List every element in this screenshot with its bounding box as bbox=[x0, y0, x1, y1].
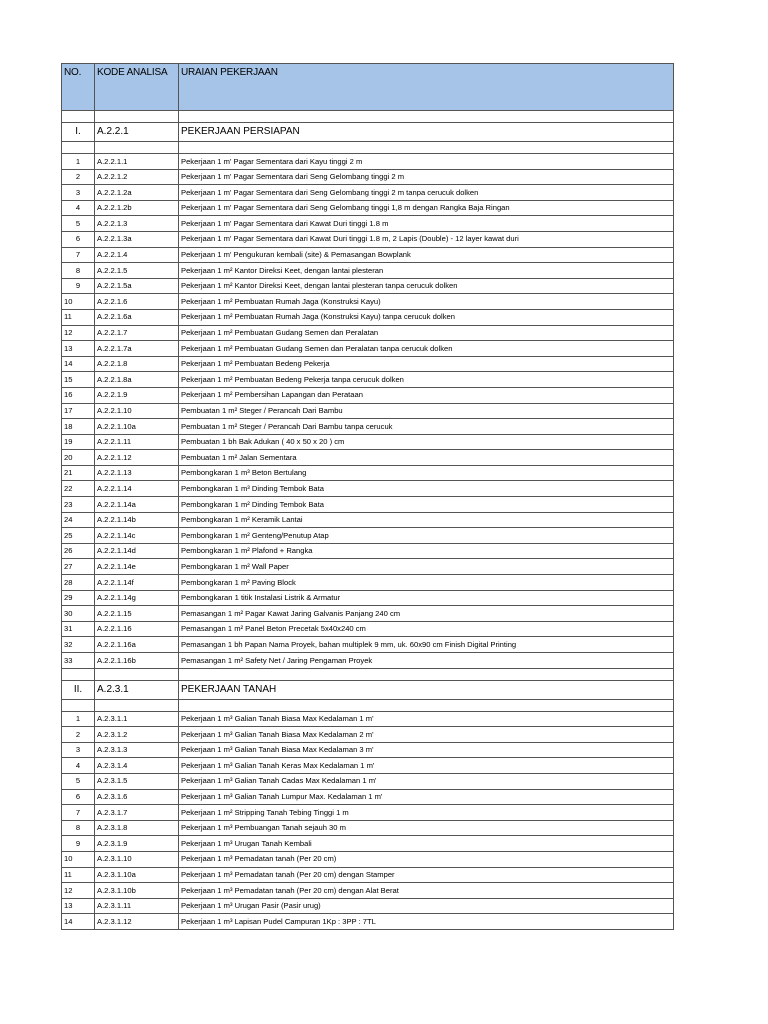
row-number[interactable]: 19 bbox=[62, 434, 95, 450]
table-row bbox=[62, 309, 674, 325]
spreadsheet bbox=[61, 63, 673, 930]
table-row bbox=[62, 898, 674, 914]
row-number[interactable]: 6 bbox=[62, 231, 95, 247]
row-number[interactable]: 15 bbox=[62, 372, 95, 388]
row-number[interactable]: 14 bbox=[62, 914, 95, 930]
table-row bbox=[62, 851, 674, 867]
row-description[interactable]: Pembuatan 1 m² Steger / Perancah Dari Bambu tanpa cerucuk bbox=[179, 419, 674, 435]
row-description[interactable]: Pekerjaan 1 m³ Pemadatan tanah (Per 20 cm) bbox=[179, 851, 674, 867]
empty-cell[interactable] bbox=[179, 142, 674, 154]
table-row bbox=[62, 773, 674, 789]
row-code[interactable]: A.2.2.1.14a bbox=[95, 497, 179, 513]
table-row bbox=[62, 528, 674, 544]
table-row bbox=[62, 590, 674, 606]
table-row bbox=[62, 836, 674, 852]
row-description[interactable]: Pekerjaan 1 m² Pembuatan Rumah Jaga (Konstruksi Kayu) bbox=[179, 294, 674, 310]
row-code[interactable]: A.2.2.1.3 bbox=[95, 216, 179, 232]
row-code[interactable]: A.2.2.1.16a bbox=[95, 637, 179, 653]
row-number[interactable]: 3 bbox=[62, 185, 95, 201]
empty-cell[interactable] bbox=[95, 142, 179, 154]
row-description[interactable]: Pekerjaan 1 m' Pagar Sementara dari Seng Gelombang tinggi 1,8 m dengan Rangka Baja Ringan bbox=[179, 200, 674, 216]
header-uraian[interactable]: URAIAN PEKERJAAN bbox=[179, 64, 674, 111]
table-row bbox=[62, 216, 674, 232]
row-code[interactable]: A.2.2.1.5 bbox=[95, 263, 179, 279]
table-row bbox=[62, 637, 674, 653]
table-row bbox=[62, 758, 674, 774]
row-description[interactable]: Pemasangan 1 bh Papan Nama Proyek, bahan multiplek 9 mm, uk. 60x90 cm Finish Digital Printing bbox=[179, 637, 674, 653]
row-code[interactable]: A.2.2.1.4 bbox=[95, 247, 179, 263]
table-row bbox=[62, 419, 674, 435]
table-row bbox=[62, 294, 674, 310]
table-row bbox=[62, 512, 674, 528]
row-description[interactable]: Pekerjaan 1 m² Kantor Direksi Keet, dengan lantai plesteran tanpa cerucuk dolken bbox=[179, 278, 674, 294]
row-description[interactable]: Pekerjaan 1 m' Pagar Sementara dari Seng Gelombang tinggi 2 m tanpa cerucuk dolken bbox=[179, 185, 674, 201]
empty-cell[interactable] bbox=[179, 111, 674, 123]
row-code[interactable]: A.2.3.1.2 bbox=[95, 727, 179, 743]
row-description[interactable]: Pekerjaan 1 m² Pembuatan Gudang Semen dan Peralatan bbox=[179, 325, 674, 341]
row-number[interactable]: 7 bbox=[62, 805, 95, 821]
table-row bbox=[62, 325, 674, 341]
blank-row bbox=[62, 668, 674, 680]
row-description[interactable]: Pekerjaan 1 m' Pagar Sementara dari Kayu tinggi 2 m bbox=[179, 154, 674, 170]
row-description[interactable]: Pekerjaan 1 m³ Galian Tanah Biasa Max Kedalaman 1 m' bbox=[179, 711, 674, 727]
row-code[interactable]: A.2.2.1.8 bbox=[95, 356, 179, 372]
row-description[interactable]: Pekerjaan 1 m³ Urugan Pasir (Pasir urug) bbox=[179, 898, 674, 914]
row-number[interactable]: 31 bbox=[62, 621, 95, 637]
row-code[interactable]: A.2.2.1.14 bbox=[95, 481, 179, 497]
row-code[interactable]: A.2.2.1.3a bbox=[95, 231, 179, 247]
row-number[interactable]: 13 bbox=[62, 898, 95, 914]
row-number[interactable]: 11 bbox=[62, 309, 95, 325]
row-code[interactable]: A.2.2.1.15 bbox=[95, 606, 179, 622]
table-row bbox=[62, 727, 674, 743]
row-description[interactable]: Pekerjaan 1 m² Stripping Tanah Tebing Tinggi 1 m bbox=[179, 805, 674, 821]
row-description[interactable]: Pekerjaan 1 m' Pagar Sementara dari Kawat Duri tinggi 1.8 m bbox=[179, 216, 674, 232]
row-description[interactable]: Pekerjaan 1 m³ Galian Tanah Lumpur Max. Kedalaman 1 m' bbox=[179, 789, 674, 805]
table-row bbox=[62, 387, 674, 403]
header-kode[interactable]: KODE ANALISA bbox=[95, 64, 179, 111]
row-description[interactable]: Pekerjaan 1 m² Kantor Direksi Keet, dengan lantai plesteran bbox=[179, 263, 674, 279]
row-code[interactable]: A.2.2.1.5a bbox=[95, 278, 179, 294]
row-code[interactable]: A.2.3.1.8 bbox=[95, 820, 179, 836]
table-row bbox=[62, 789, 674, 805]
section-row bbox=[62, 123, 674, 142]
row-code[interactable]: A.2.3.1.10a bbox=[95, 867, 179, 883]
row-code[interactable]: A.2.2.1.6 bbox=[95, 294, 179, 310]
row-code[interactable]: A.2.3.1.3 bbox=[95, 742, 179, 758]
empty-cell[interactable] bbox=[179, 699, 674, 711]
row-code[interactable]: A.2.3.1.6 bbox=[95, 789, 179, 805]
table-row bbox=[62, 559, 674, 575]
row-code[interactable]: A.2.3.1.9 bbox=[95, 836, 179, 852]
table-row bbox=[62, 653, 674, 669]
row-code[interactable]: A.2.3.1.11 bbox=[95, 898, 179, 914]
table-row bbox=[62, 575, 674, 591]
row-number[interactable]: 13 bbox=[62, 341, 95, 357]
empty-cell[interactable] bbox=[62, 111, 95, 123]
section-number[interactable]: II. bbox=[62, 680, 95, 699]
table-row bbox=[62, 742, 674, 758]
row-number[interactable]: 23 bbox=[62, 497, 95, 513]
row-number[interactable]: 10 bbox=[62, 294, 95, 310]
row-code[interactable]: A.2.3.1.10 bbox=[95, 851, 179, 867]
section-title[interactable]: PEKERJAAN TANAH bbox=[179, 680, 674, 699]
row-code[interactable]: A.2.3.1.10b bbox=[95, 883, 179, 899]
table-row bbox=[62, 403, 674, 419]
row-description[interactable]: Pemasangan 1 m² Panel Beton Precetak 5x40x240 cm bbox=[179, 621, 674, 637]
row-description[interactable]: Pekerjaan 1 m' Pagar Sementara dari Kawat Duri tinggi 1.8 m, 2 Lapis (Double) - 12 layer kawat duri bbox=[179, 231, 674, 247]
row-number[interactable]: 7 bbox=[62, 247, 95, 263]
row-number[interactable]: 26 bbox=[62, 543, 95, 559]
row-description[interactable]: Pembongkaran 1 m² Wall Paper bbox=[179, 559, 674, 575]
table-row bbox=[62, 169, 674, 185]
header-row bbox=[62, 64, 674, 111]
row-code[interactable]: A.2.2.1.2 bbox=[95, 169, 179, 185]
blank-row bbox=[62, 142, 674, 154]
row-number[interactable]: 10 bbox=[62, 851, 95, 867]
table-row bbox=[62, 481, 674, 497]
row-code[interactable]: A.2.2.1.8a bbox=[95, 372, 179, 388]
row-number[interactable]: 25 bbox=[62, 528, 95, 544]
row-number[interactable]: 27 bbox=[62, 559, 95, 575]
row-number[interactable]: 8 bbox=[62, 820, 95, 836]
row-code[interactable]: A.2.2.1.9 bbox=[95, 387, 179, 403]
row-code[interactable]: A.2.2.1.7 bbox=[95, 325, 179, 341]
row-number[interactable]: 1 bbox=[62, 154, 95, 170]
table-row bbox=[62, 154, 674, 170]
row-number[interactable]: 32 bbox=[62, 637, 95, 653]
empty-cell[interactable] bbox=[62, 699, 95, 711]
row-number[interactable]: 22 bbox=[62, 481, 95, 497]
section-code[interactable]: A.2.2.1 bbox=[95, 123, 179, 142]
table-row bbox=[62, 606, 674, 622]
row-description[interactable]: Pembuatan 1 m² Steger / Perancah Dari Bambu bbox=[179, 403, 674, 419]
row-code[interactable]: A.2.2.1.2b bbox=[95, 200, 179, 216]
table-row bbox=[62, 372, 674, 388]
row-number[interactable]: 33 bbox=[62, 653, 95, 669]
row-code[interactable]: A.2.2.1.14d bbox=[95, 543, 179, 559]
row-number[interactable]: 5 bbox=[62, 773, 95, 789]
row-code[interactable]: A.2.3.1.12 bbox=[95, 914, 179, 930]
row-number[interactable]: 20 bbox=[62, 450, 95, 466]
row-code[interactable]: A.2.3.1.1 bbox=[95, 711, 179, 727]
empty-cell[interactable] bbox=[62, 668, 95, 680]
row-number[interactable]: 9 bbox=[62, 278, 95, 294]
empty-cell[interactable] bbox=[179, 668, 674, 680]
table-row bbox=[62, 543, 674, 559]
table-row bbox=[62, 883, 674, 899]
section-row bbox=[62, 680, 674, 699]
row-code[interactable]: A.2.3.1.7 bbox=[95, 805, 179, 821]
table-row bbox=[62, 185, 674, 201]
table-row bbox=[62, 278, 674, 294]
table-row bbox=[62, 263, 674, 279]
row-description[interactable]: Pekerjaan 1 m³ Urugan Tanah Kembali bbox=[179, 836, 674, 852]
row-code[interactable]: A.2.3.1.5 bbox=[95, 773, 179, 789]
row-code[interactable]: A.2.2.1.11 bbox=[95, 434, 179, 450]
row-number[interactable]: 4 bbox=[62, 758, 95, 774]
table-row bbox=[62, 867, 674, 883]
table-row bbox=[62, 465, 674, 481]
row-description[interactable]: Pekerjaan 1 m³ Galian Tanah Cadas Max Kedalaman 1 m' bbox=[179, 773, 674, 789]
table-row bbox=[62, 805, 674, 821]
row-description[interactable]: Pembongkaran 1 m³ Dinding Tembok Bata bbox=[179, 481, 674, 497]
row-description[interactable]: Pembongkaran 1 m² Keramik Lantai bbox=[179, 512, 674, 528]
row-number[interactable]: 28 bbox=[62, 575, 95, 591]
row-description[interactable]: Pembuatan 1 bh Bak Adukan ( 40 x 50 x 20 ) cm bbox=[179, 434, 674, 450]
row-description[interactable]: Pekerjaan 1 m³ Galian Tanah Keras Max Kedalaman 1 m' bbox=[179, 758, 674, 774]
row-description[interactable]: Pekerjaan 1 m² Pembuatan Rumah Jaga (Konstruksi Kayu) tanpa cerucuk dolken bbox=[179, 309, 674, 325]
table-row bbox=[62, 247, 674, 263]
row-code[interactable]: A.2.2.1.1 bbox=[95, 154, 179, 170]
row-description[interactable]: Pembongkaran 1 m³ Beton Bertulang bbox=[179, 465, 674, 481]
row-description[interactable]: Pekerjaan 1 m' Pengukuran kembali (site) & Pemasangan Bowplank bbox=[179, 247, 674, 263]
row-number[interactable]: 11 bbox=[62, 867, 95, 883]
table-row bbox=[62, 231, 674, 247]
row-description[interactable]: Pekerjaan 1 m² Pembuatan Bedeng Pekerja bbox=[179, 356, 674, 372]
blank-row bbox=[62, 699, 674, 711]
row-number[interactable]: 24 bbox=[62, 512, 95, 528]
row-number[interactable]: 14 bbox=[62, 356, 95, 372]
row-number[interactable]: 4 bbox=[62, 200, 95, 216]
row-description[interactable]: Pekerjaan 1 m² Pembersihan Lapangan dan Perataan bbox=[179, 387, 674, 403]
row-code[interactable]: A.2.2.1.10 bbox=[95, 403, 179, 419]
row-number[interactable]: 5 bbox=[62, 216, 95, 232]
row-code[interactable]: A.2.3.1.4 bbox=[95, 758, 179, 774]
row-number[interactable]: 3 bbox=[62, 742, 95, 758]
row-code[interactable]: A.2.2.1.14f bbox=[95, 575, 179, 591]
row-number[interactable]: 16 bbox=[62, 387, 95, 403]
row-number[interactable]: 9 bbox=[62, 836, 95, 852]
row-number[interactable]: 8 bbox=[62, 263, 95, 279]
empty-cell[interactable] bbox=[95, 699, 179, 711]
row-code[interactable]: A.2.2.1.13 bbox=[95, 465, 179, 481]
row-number[interactable]: 18 bbox=[62, 419, 95, 435]
row-code[interactable]: A.2.2.1.14e bbox=[95, 559, 179, 575]
row-number[interactable]: 21 bbox=[62, 465, 95, 481]
section-title[interactable]: PEKERJAAN PERSIAPAN bbox=[179, 123, 674, 142]
row-number[interactable]: 12 bbox=[62, 325, 95, 341]
row-description[interactable]: Pembongkaran 1 m² Paving Block bbox=[179, 575, 674, 591]
table-row bbox=[62, 621, 674, 637]
row-code[interactable]: A.2.2.1.2a bbox=[95, 185, 179, 201]
row-code[interactable]: A.2.2.1.6a bbox=[95, 309, 179, 325]
table-row bbox=[62, 434, 674, 450]
row-description[interactable]: Pekerjaan 1 m³ Galian Tanah Biasa Max Kedalaman 3 m' bbox=[179, 742, 674, 758]
row-description[interactable]: Pemasangan 1 m² Safety Net / Jaring Pengaman Proyek bbox=[179, 653, 674, 669]
table-row bbox=[62, 497, 674, 513]
row-description[interactable]: Pekerjaan 1 m³ Pemadatan tanah (Per 20 cm) dengan Stamper bbox=[179, 867, 674, 883]
analysis-table bbox=[61, 63, 674, 930]
row-code[interactable]: A.2.2.1.14b bbox=[95, 512, 179, 528]
row-number[interactable]: 29 bbox=[62, 590, 95, 606]
row-number[interactable]: 30 bbox=[62, 606, 95, 622]
row-description[interactable]: Pekerjaan 1 m³ Pembuangan Tanah sejauh 30 m bbox=[179, 820, 674, 836]
row-description[interactable]: Pekerjaan 1 m' Pagar Sementara dari Seng Gelombang tinggi 2 m bbox=[179, 169, 674, 185]
row-description[interactable]: Pekerjaan 1 m³ Galian Tanah Biasa Max Kedalaman 2 m' bbox=[179, 727, 674, 743]
row-number[interactable]: 17 bbox=[62, 403, 95, 419]
blank-row bbox=[62, 111, 674, 123]
empty-cell[interactable] bbox=[95, 111, 179, 123]
row-code[interactable]: A.2.2.1.7a bbox=[95, 341, 179, 357]
row-description[interactable]: Pekerjaan 1 m² Pembuatan Gudang Semen dan Peralatan tanpa cerucuk dolken bbox=[179, 341, 674, 357]
table-row bbox=[62, 914, 674, 930]
table-body bbox=[62, 64, 674, 930]
row-code[interactable]: A.2.2.1.14g bbox=[95, 590, 179, 606]
row-description[interactable]: Pekerjaan 1 m³ Pemadatan tanah (Per 20 cm) dengan Alat Berat bbox=[179, 883, 674, 899]
table-row bbox=[62, 200, 674, 216]
table-row bbox=[62, 450, 674, 466]
row-code[interactable]: A.2.2.1.12 bbox=[95, 450, 179, 466]
row-number[interactable]: 12 bbox=[62, 883, 95, 899]
row-description[interactable]: Pembongkaran 1 m² Dinding Tembok Bata bbox=[179, 497, 674, 513]
row-code[interactable]: A.2.2.1.16b bbox=[95, 653, 179, 669]
row-code[interactable]: A.2.2.1.16 bbox=[95, 621, 179, 637]
row-number[interactable]: 1 bbox=[62, 711, 95, 727]
row-number[interactable]: 2 bbox=[62, 727, 95, 743]
table-row bbox=[62, 711, 674, 727]
empty-cell[interactable] bbox=[62, 142, 95, 154]
table-row bbox=[62, 820, 674, 836]
row-code[interactable]: A.2.2.1.10a bbox=[95, 419, 179, 435]
row-description[interactable]: Pekerjaan 1 m² Pembuatan Bedeng Pekerja tanpa cerucuk dolken bbox=[179, 372, 674, 388]
table-row bbox=[62, 341, 674, 357]
row-number[interactable]: 2 bbox=[62, 169, 95, 185]
row-description[interactable]: Pemasangan 1 m² Pagar Kawat Jaring Galvanis Panjang 240 cm bbox=[179, 606, 674, 622]
section-number[interactable]: I. bbox=[62, 123, 95, 142]
row-description[interactable]: Pembongkaran 1 titik Instalasi Listrik & Armatur bbox=[179, 590, 674, 606]
section-code[interactable]: A.2.3.1 bbox=[95, 680, 179, 699]
row-number[interactable]: 6 bbox=[62, 789, 95, 805]
row-description[interactable]: Pekerjaan 1 m³ Lapisan Pudel Campuran 1Kp : 3PP : 7TL bbox=[179, 914, 674, 930]
row-description[interactable]: Pembuatan 1 m² Jalan Sementara bbox=[179, 450, 674, 466]
row-description[interactable]: Pembongkaran 1 m² Plafond + Rangka bbox=[179, 543, 674, 559]
header-no[interactable]: NO. bbox=[62, 64, 95, 111]
empty-cell[interactable] bbox=[95, 668, 179, 680]
table-row bbox=[62, 356, 674, 372]
row-code[interactable]: A.2.2.1.14c bbox=[95, 528, 179, 544]
row-description[interactable]: Pembongkaran 1 m² Genteng/Penutup Atap bbox=[179, 528, 674, 544]
